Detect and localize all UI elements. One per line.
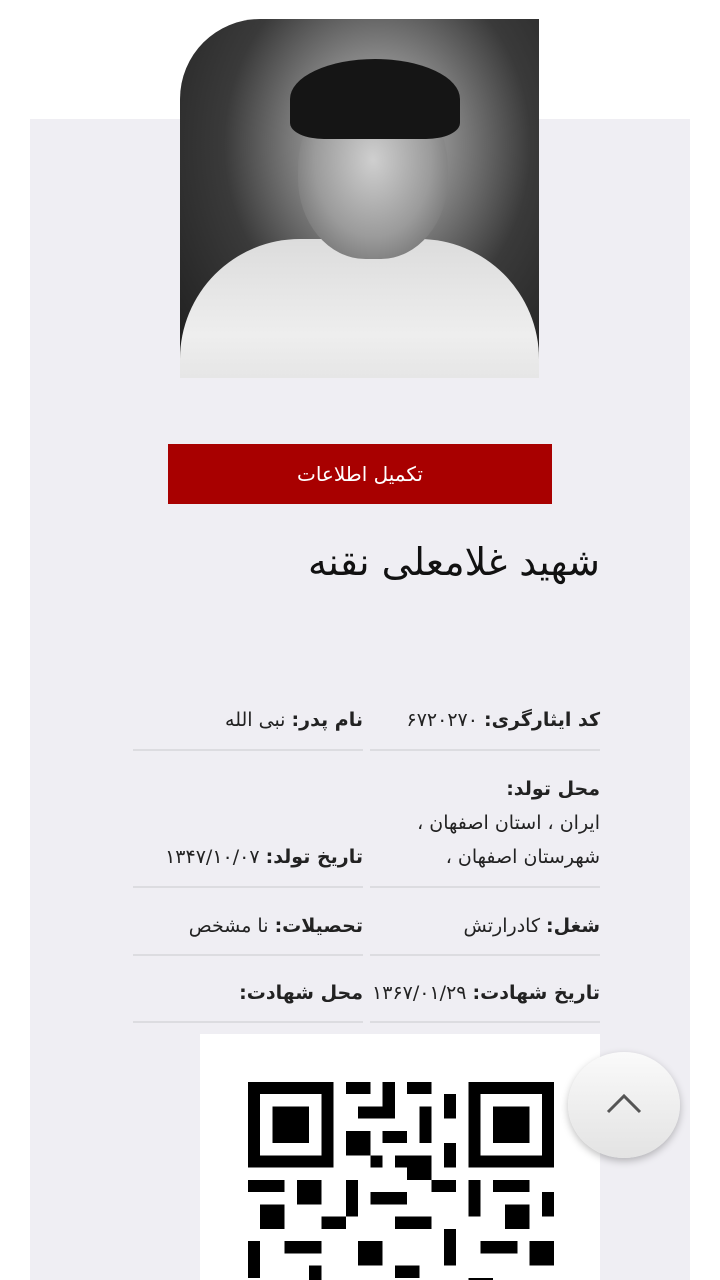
photo-shirt: [180, 239, 539, 378]
martyrdom-place-field: [133, 976, 363, 1023]
father-field: [133, 703, 363, 751]
chevron-up-icon: [605, 1091, 643, 1119]
father-label: نام پدر:: [291, 709, 363, 731]
birthdate-value: ۱۳۴۷/۱۰/۰۷: [165, 846, 260, 868]
job-value: کادرارتش: [463, 915, 540, 937]
birthdate-field: [133, 772, 363, 888]
scroll-to-top-button[interactable]: [568, 1052, 680, 1158]
code-value: ۶۷۲۰۲۷۰: [406, 709, 478, 731]
martyr-photo: [180, 19, 539, 378]
father-value: نبی الله: [225, 709, 286, 731]
job-label: شغل:: [546, 915, 600, 937]
birthplace-field: [370, 772, 600, 888]
page-title: شهید غلامعلی نقنه: [307, 540, 600, 584]
martyrdom-date-value: ۱۳۶۷/۰۱/۲۹: [372, 982, 467, 1004]
birthdate-label: تاریخ تولد:: [265, 846, 363, 868]
martyrdom-place-label: محل شهادت:: [239, 982, 363, 1004]
martyrdom-date-label: تاریخ شهادت:: [472, 982, 600, 1004]
job-field: [370, 909, 600, 956]
education-field: [133, 909, 363, 956]
education-value: نا مشخص: [188, 915, 269, 937]
photo-hair: [290, 59, 460, 139]
complete-info-button[interactable]: تکمیل اطلاعات: [168, 444, 552, 504]
birthplace-line2: شهرستان اصفهان ،: [445, 846, 600, 868]
birthplace-line1: ایران ، استان اصفهان ،: [417, 812, 600, 834]
birthplace-label: محل تولد:: [506, 778, 600, 800]
martyrdom-date-field: [370, 976, 600, 1023]
code-field: [370, 703, 600, 751]
code-label: کد ایثارگری:: [484, 709, 600, 731]
education-label: تحصیلات:: [274, 915, 363, 937]
qr-code: [200, 1034, 600, 1280]
